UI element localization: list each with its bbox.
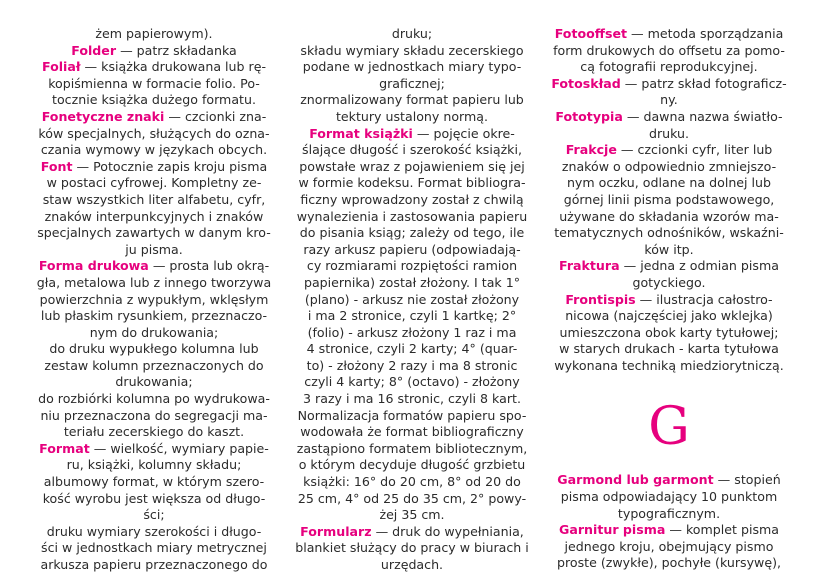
text-line — [288, 225, 536, 242]
entry-text: (plano) - arkusz nie został złożony — [304, 291, 520, 307]
text-line — [30, 507, 278, 524]
text-line — [30, 374, 278, 391]
entry-text: do rozbiórki kolumna po wydrukowa- — [38, 391, 270, 407]
column-3-entries-g — [543, 472, 795, 572]
text-line — [543, 175, 795, 192]
text-line — [543, 59, 795, 76]
entry-term: Foliał — [41, 59, 81, 75]
entry-text: — dawna nazwa światło- — [622, 108, 783, 124]
text-line — [543, 489, 795, 506]
entry-text: graficznej; — [379, 75, 445, 91]
entry-text: wodowała że format bibliograficzny — [300, 424, 524, 440]
text-line — [30, 43, 278, 60]
entry-text: ficzny wprowadzony został z chwilą — [300, 191, 524, 207]
text-line — [30, 358, 278, 375]
text-line — [30, 76, 278, 93]
entry-term: Garmond lub garmont — [557, 472, 714, 488]
entry-text: 4 stronice, czyli 2 karty; 4° (quar- — [306, 341, 518, 357]
text-line — [30, 26, 278, 43]
text-line — [543, 341, 795, 358]
entry-text: — komplet pisma — [665, 522, 779, 538]
text-line — [288, 209, 536, 226]
entry-text: — Potocznie zapis kroju pisma — [72, 158, 268, 174]
entry-text: to) - złożony 2 razy i ma 8 stronic — [306, 357, 518, 373]
entry-text: powstałe wraz z pojawieniem się jej — [299, 158, 525, 174]
entry-text: — patrz składanka — [116, 42, 237, 58]
text-line — [30, 341, 278, 358]
text-line — [288, 507, 536, 524]
text-line — [30, 59, 278, 76]
entry-text: używane do składania wzorów ma- — [559, 208, 779, 224]
text-line — [543, 258, 795, 275]
text-column-2 — [288, 26, 536, 574]
text-line — [543, 126, 795, 143]
text-line — [30, 391, 278, 408]
text-line — [30, 557, 278, 574]
entry-text: pisma odpowiadający 10 punktom — [560, 489, 778, 505]
entry-term: Frontispis — [565, 291, 636, 307]
text-line — [30, 109, 278, 126]
entry-text: lub płaskim rysunkiem, przeznaczo- — [40, 308, 268, 324]
text-line — [288, 59, 536, 76]
text-line — [30, 457, 278, 474]
text-line — [288, 92, 536, 109]
entry-term: Format książki — [309, 125, 413, 141]
entry-text: druku. — [648, 125, 690, 141]
entry-text: specjalnych zawartych w danym kro- — [37, 225, 271, 241]
text-line — [288, 109, 536, 126]
text-line — [30, 325, 278, 342]
entry-text: proste (zwykłe), pochyłe (kursywę), — [556, 555, 781, 571]
entry-text: cą fotografii reprodukcyjnej. — [580, 59, 758, 75]
text-line — [543, 192, 795, 209]
entry-term: Fotooffset — [554, 26, 628, 41]
text-line — [30, 308, 278, 325]
entry-text: gła, metalowa lub z innego tworzywa — [36, 274, 272, 290]
text-line — [30, 491, 278, 508]
text-line — [288, 175, 536, 192]
entry-text: ny. — [660, 92, 678, 108]
text-line — [543, 522, 795, 539]
entry-text: drukowania; — [115, 374, 193, 390]
text-line — [30, 292, 278, 309]
entry-text: znaków interpunkcyjnych i znaków — [44, 208, 264, 224]
entry-text: arkusza papieru przeznaczonego do — [40, 557, 268, 572]
entry-text: — druk do wypełniania, — [371, 523, 524, 539]
text-line — [543, 43, 795, 60]
entry-text: druku wymiary szerokości i długo- — [46, 523, 262, 539]
entry-text: typograficznym. — [617, 505, 721, 521]
entry-text: nym do drukowania; — [89, 324, 219, 340]
entry-text: w formie kodeksu. Format bibliogra- — [298, 175, 526, 191]
entry-text: w starych drukach - karta tytułowa — [559, 341, 779, 357]
entry-text: ru, książki, kolumny składu; — [66, 457, 242, 473]
text-line — [543, 325, 795, 342]
text-line — [288, 474, 536, 491]
text-line — [288, 374, 536, 391]
text-line — [288, 540, 536, 557]
entry-text: (folio) - arkusz złożony 1 raz i ma — [307, 324, 517, 340]
entry-text: tematycznych odnośników, wskaźni- — [554, 225, 784, 241]
text-line — [30, 209, 278, 226]
text-line — [288, 391, 536, 408]
entry-text: książki: 16° do 20 cm, 8° od 20 do — [303, 474, 521, 490]
text-line — [543, 26, 795, 43]
text-line — [543, 292, 795, 309]
entry-text: — ilustracja całostro- — [635, 291, 773, 307]
entry-text: zastąpiono formatem bibliotecznym, — [296, 440, 528, 456]
entry-text: kopiśmienna w formacie folio. Po- — [48, 75, 260, 91]
text-line — [288, 524, 536, 541]
text-line — [30, 159, 278, 176]
entry-text: jednego kroju, obejmujący pismo — [564, 538, 774, 554]
entry-text: i ma 2 stronice, czyli 1 kartkę; 2° — [307, 308, 517, 324]
entry-text: zestaw kolumn przeznaczonych do — [44, 357, 264, 373]
entry-term: Fonetyczne znaki — [41, 108, 165, 124]
entry-term: Folder — [71, 42, 117, 58]
text-line — [288, 258, 536, 275]
entry-text: umieszczona obok karty tytułowej; — [559, 324, 779, 340]
entry-text: cy rozmiarami rozpiętości ramion — [306, 258, 518, 274]
entry-text: ści w jednostkach miary metrycznej — [41, 540, 267, 556]
entry-text: w postaci cyfrowej. Kompletny ze- — [46, 175, 262, 191]
text-line — [288, 26, 536, 43]
entry-text: do druku wypukłego kolumna lub — [49, 341, 259, 357]
text-line — [288, 457, 536, 474]
text-column-3 — [543, 26, 795, 572]
text-line — [543, 242, 795, 259]
entry-text: staw wszystkich liter alfabetu, cyfr, — [42, 191, 266, 207]
text-line — [30, 408, 278, 425]
entry-text: urzędach. — [380, 557, 444, 572]
text-line — [30, 474, 278, 491]
text-line — [288, 408, 536, 425]
entry-text: nym oczku, odlane na dolnej lub — [566, 175, 772, 191]
text-line — [543, 539, 795, 556]
entry-text: składu wymiary składu zecerskiego — [300, 42, 524, 58]
entry-text: ków itp. — [644, 241, 694, 257]
text-line — [30, 275, 278, 292]
text-line — [30, 540, 278, 557]
text-line — [543, 109, 795, 126]
text-line — [543, 358, 795, 375]
entry-text: — jedna z odmian pisma — [619, 258, 779, 274]
entry-text: — metoda sporządzania — [627, 26, 784, 41]
text-line — [543, 555, 795, 572]
text-column-1 — [30, 26, 278, 574]
entry-term: Font — [40, 158, 73, 174]
entry-text: kość wyrobu jest większa od długo- — [42, 490, 266, 506]
entry-text: papiernika) został złożony. I tak 1° — [303, 274, 521, 290]
text-line — [30, 424, 278, 441]
entry-text: druku; — [391, 26, 433, 41]
text-line — [288, 491, 536, 508]
text-line — [543, 225, 795, 242]
entry-text: wynalezienia i zastosowania papieru — [296, 208, 528, 224]
text-line — [288, 441, 536, 458]
text-line — [288, 142, 536, 159]
text-line — [288, 43, 536, 60]
text-line — [288, 341, 536, 358]
entry-text: ju pisma. — [125, 241, 183, 257]
text-line — [288, 358, 536, 375]
entry-term: Forma drukowa — [38, 258, 149, 274]
entry-term: Fraktura — [559, 258, 620, 274]
text-line — [288, 159, 536, 176]
text-line — [288, 76, 536, 93]
entry-text: — pojęcie okre- — [412, 125, 515, 141]
section-letter-g: G — [648, 397, 690, 458]
text-line — [288, 242, 536, 259]
text-line — [543, 308, 795, 325]
text-line — [30, 175, 278, 192]
entry-text: górnej linii pisma podstawowego, — [563, 191, 775, 207]
text-line — [543, 506, 795, 523]
text-line — [30, 126, 278, 143]
entry-text: powierzchnia z wypukłym, wklęsłym — [39, 291, 269, 307]
entry-term: Frakcje — [565, 142, 617, 158]
text-line — [288, 275, 536, 292]
entry-term: Formularz — [300, 523, 372, 539]
text-line — [543, 209, 795, 226]
text-line — [543, 142, 795, 159]
text-line — [30, 524, 278, 541]
entry-text: znaków o odpowiednio zmniejszo- — [561, 158, 777, 174]
entry-text: — czcionki cyfr, liter lub — [616, 142, 773, 158]
text-line — [30, 92, 278, 109]
entry-text: wykonana techniką miedziorytniczą. — [554, 357, 784, 373]
entry-text: — czcionki zna- — [164, 108, 267, 124]
entry-text: czania wymowy w językach obcych. — [40, 142, 268, 158]
text-line — [30, 441, 278, 458]
entry-text: 25 cm, 4° od 25 do 35 cm, 2° powy- — [297, 490, 527, 506]
entry-text: — wielkość, wymiary papie- — [89, 440, 269, 456]
entry-text: — prosta lub okrą- — [148, 258, 270, 274]
text-line — [30, 142, 278, 159]
entry-text: tektury ustalony normą. — [335, 108, 488, 124]
text-line — [288, 557, 536, 574]
text-line — [30, 225, 278, 242]
entry-text: ków specjalnych, służących do ozna- — [38, 125, 270, 141]
text-line — [288, 126, 536, 143]
text-line — [543, 472, 795, 489]
text-line — [30, 192, 278, 209]
entry-text: żem papierowym). — [95, 26, 213, 41]
text-line — [288, 325, 536, 342]
entry-term: Garnitur pisma — [559, 522, 666, 538]
text-line — [543, 275, 795, 292]
entry-text: czyli 4 karty; 8° (octavo) - złożony — [304, 374, 520, 390]
text-line — [543, 76, 795, 93]
entry-text: ści; — [143, 507, 165, 523]
entry-term: Format — [39, 440, 90, 456]
entry-text: albumowy format, w którym szero- — [43, 474, 265, 490]
entry-term: Fotoskład — [551, 75, 621, 91]
entry-text: żej 35 cm. — [379, 507, 445, 523]
entry-text: razy arkusz papieru (odpowiadają- — [303, 241, 521, 257]
text-line — [288, 308, 536, 325]
text-line — [543, 159, 795, 176]
entry-text: teriału zecerskiego do kaszt. — [63, 424, 245, 440]
entry-text: nicowa (najczęściej jako wklejka) — [565, 308, 773, 324]
text-line — [288, 292, 536, 309]
entry-term: Fototypia — [555, 108, 623, 124]
entry-text: — książka drukowana lub rę- — [80, 59, 266, 75]
entry-text: blankiet służący do pracy w biurach i — [295, 540, 529, 556]
entry-text: 3 razy i ma 16 stronic, czyli 8 kart. — [303, 391, 521, 407]
entry-text: niu przeznaczona do segregacji ma- — [40, 407, 268, 423]
entry-text: do pisania ksiąg; zależy od tego, ile — [299, 225, 525, 241]
entry-text: Normalizacja formatów papieru spo- — [297, 407, 527, 423]
text-line — [30, 242, 278, 259]
text-line — [288, 192, 536, 209]
entry-text: podane w jednostkach miary typo- — [302, 59, 522, 75]
entry-text: gotyckiego. — [632, 274, 706, 290]
entry-text: o którym decyduje długość grzbietu — [298, 457, 526, 473]
entry-text: — stopień — [713, 472, 781, 488]
entry-text: znormalizowany format papieru lub — [300, 92, 524, 108]
entry-text: form drukowych do offsetu za pomo- — [553, 42, 785, 58]
entry-text: tocznie książka dużego formatu. — [52, 92, 256, 108]
text-line — [543, 92, 795, 109]
text-line — [288, 424, 536, 441]
column-3-entries-f — [543, 26, 795, 374]
entry-text: ślające długość i szerokość książki, — [302, 142, 522, 158]
entry-text: — patrz skład fotograficz- — [620, 75, 787, 91]
text-line — [30, 258, 278, 275]
